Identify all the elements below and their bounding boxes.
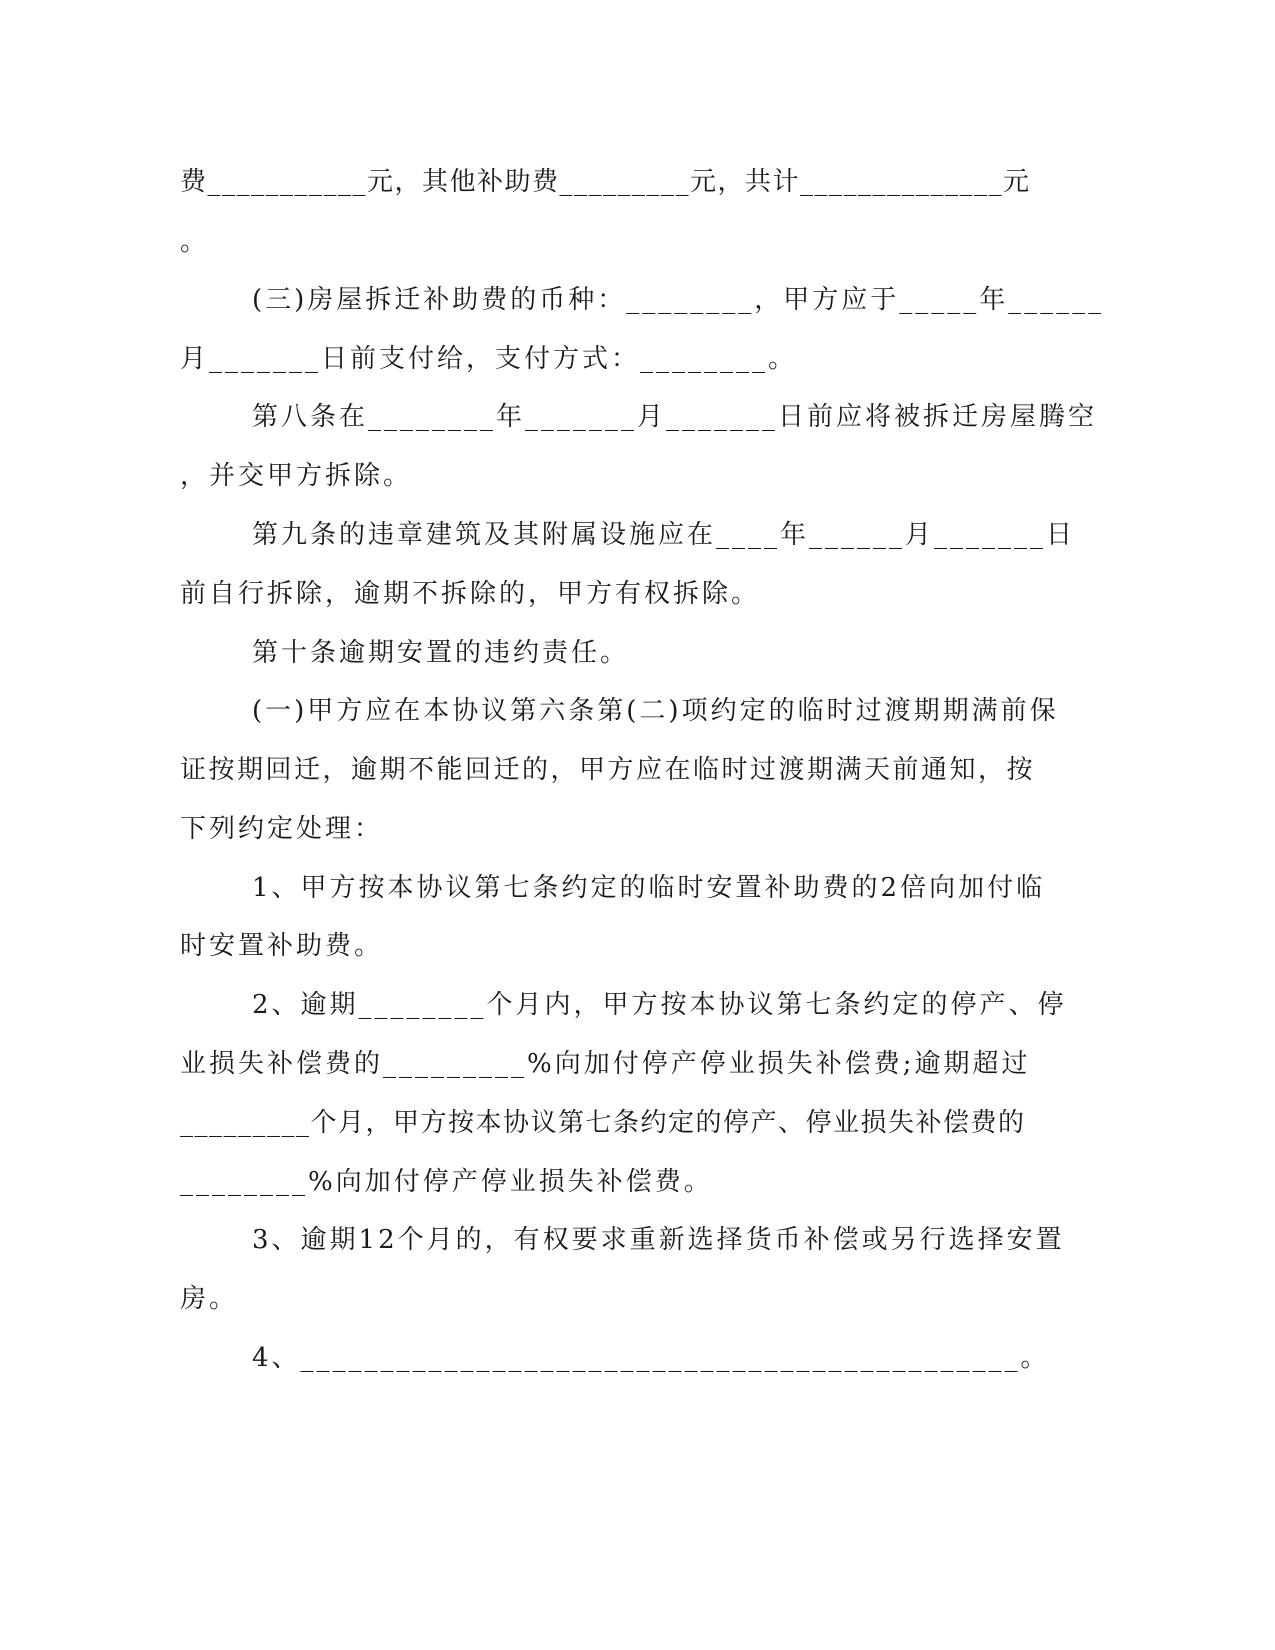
text-line: 第九条的违章建筑及其附属设施应在____年______月_______日 bbox=[252, 520, 1076, 550]
text-line: 时安置补助费。 bbox=[180, 931, 384, 961]
text-line: 业损失补偿费的_________%向加付停产停业损失补偿费;逾期超过 bbox=[180, 1049, 1031, 1079]
text-line: 费___________元，其他补助费_________元，共计______________元 bbox=[180, 167, 1031, 197]
text-line: (一)甲方应在本协议第六条第(二)项约定的临时过渡期期满前保 bbox=[252, 696, 1059, 726]
text-line: (三)房屋拆迁补助费的币种：________，甲方应于_____年______ bbox=[252, 285, 1105, 315]
text-line: 3、逾期12个月的，有权要求重新选择货币补偿或另行选择安置 bbox=[252, 1225, 1065, 1255]
text-line: _________个月，甲方按本协议第七条约定的停产、停业损失补偿费的 bbox=[180, 1108, 1026, 1138]
text-line: 。 bbox=[180, 227, 210, 257]
text-line: 前自行拆除，逾期不拆除的，甲方有权拆除。 bbox=[180, 579, 761, 609]
text-line: 4、_____________________________________________。 bbox=[252, 1343, 1050, 1373]
text-line: 房。 bbox=[180, 1284, 239, 1314]
text-line: ，并交甲方拆除。 bbox=[180, 461, 413, 491]
text-line: 第八条在________年_______月_______日前应将被拆迁房屋腾空 bbox=[252, 402, 1098, 432]
text-line: 下列约定处理： bbox=[180, 814, 384, 844]
text-line: 2、逾期________个月内，甲方按本协议第七条约定的停产、停 bbox=[252, 990, 1067, 1020]
text-line: ________%向加付停产停业损失补偿费。 bbox=[180, 1167, 713, 1197]
text-line: 月_______日前支付给，支付方式：________。 bbox=[180, 344, 798, 374]
text-line: 第十条逾期安置的违约责任。 bbox=[252, 638, 630, 668]
text-line: 1、甲方按本协议第七条约定的临时安置补助费的2倍向加付临 bbox=[252, 873, 1046, 903]
text-line: 证按期回迁，逾期不能回迁的，甲方应在临时过渡期满天前通知，按 bbox=[180, 755, 1036, 785]
